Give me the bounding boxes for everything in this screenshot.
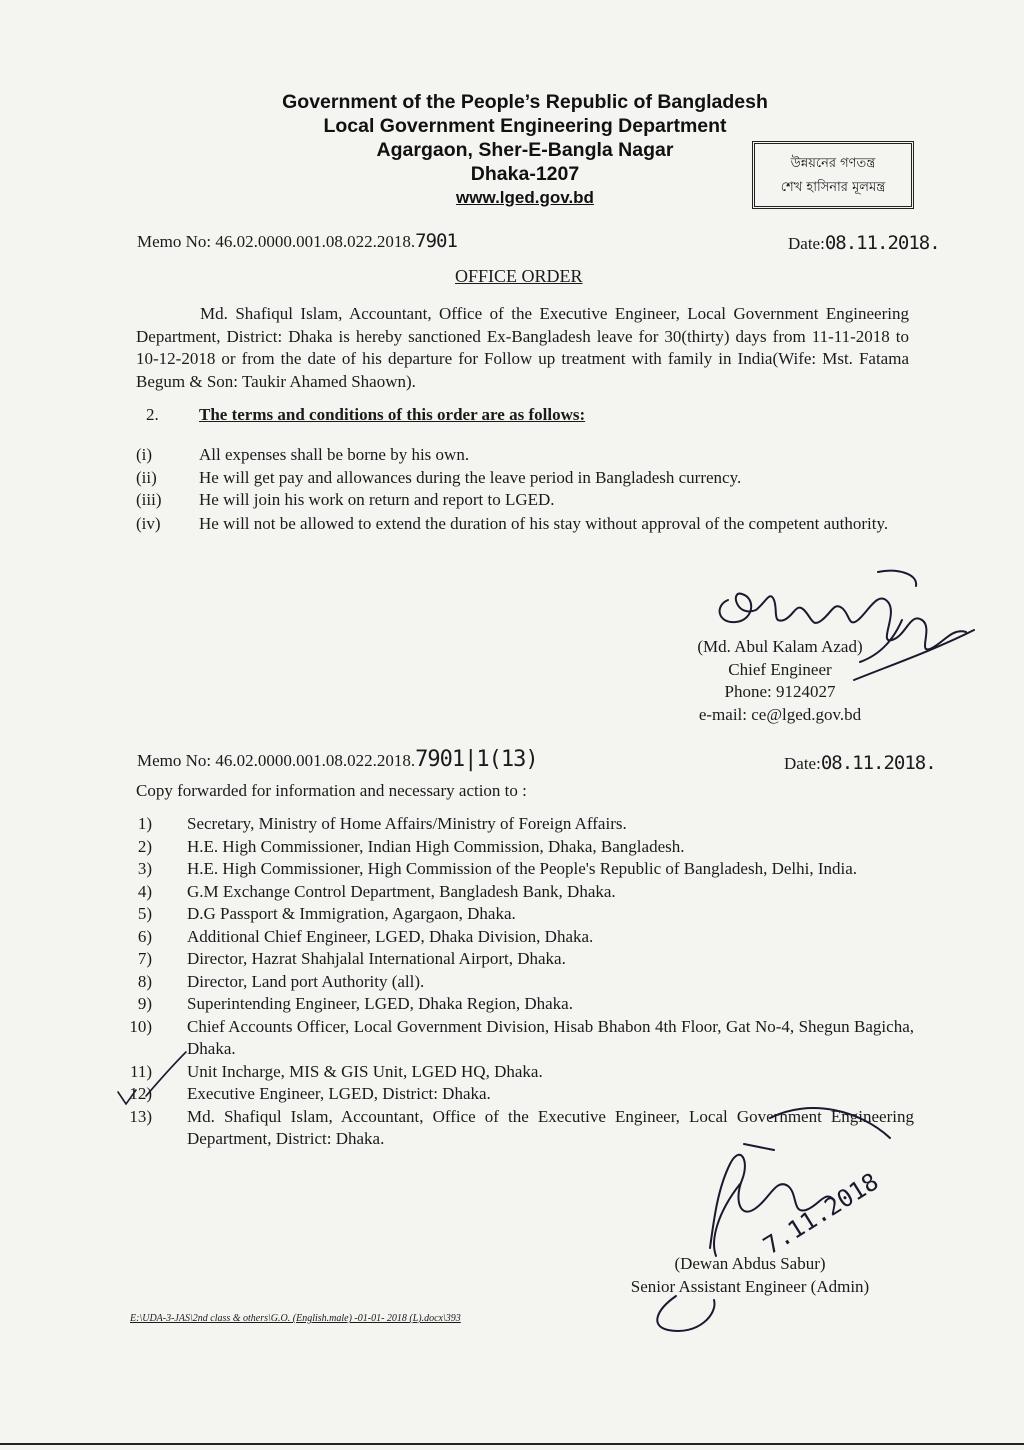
letterhead-department: Local Government Engineering Department	[323, 115, 727, 137]
page-bottom-edge	[0, 1443, 1024, 1445]
recipient-text: Executive Engineer, LGED, District: Dhaka.	[187, 1084, 491, 1103]
letterhead-city: Dhaka-1207	[470, 163, 580, 185]
recipient-number: 7)	[137, 949, 152, 968]
copy-memo-date-label: Date:	[784, 754, 821, 773]
recipient-text: Superintending Engineer, LGED, Dhaka Region, Dhaka.	[187, 994, 573, 1013]
condition-text: He will get pay and allowances during the leave period in Bangladesh currency.	[199, 468, 742, 487]
item-11-checkmark	[118, 1090, 136, 1104]
recipient-number: 10)	[129, 1016, 152, 1036]
recipient-number: 5)	[137, 904, 152, 923]
recipient-number: 3)	[137, 859, 152, 878]
file-path-footer: E:\UDA-3-JAS\2nd class & others\G.O. (English.male) -01-01- 2018 (L).docx\393	[130, 1313, 461, 1324]
sabur-signature-date: 7.11.2018	[758, 1167, 884, 1261]
letterhead-address: Agargaon, Sher-E-Bangla Nagar	[376, 139, 674, 161]
recipient-text: Unit Incharge, MIS & GIS Unit, LGED HQ, Dhaka.	[187, 1061, 543, 1081]
recipient-number: 8)	[137, 971, 152, 991]
terms-number: 2.	[146, 405, 159, 424]
sabur-signature	[657, 1108, 890, 1331]
recipient-number: 1)	[137, 814, 152, 833]
memo-number-handwritten: 7901	[415, 230, 457, 252]
recipient-text: H.E. High Commissioner, Indian High Commission, Dhaka, Bangladesh.	[187, 836, 685, 856]
letterhead-government: Government of the People’s Republic of Bangladesh	[282, 91, 768, 113]
signatory-phone: Phone: 9124027	[724, 682, 836, 701]
recipient-text: Director, Hazrat Shahjalal International Airport, Dhaka.	[187, 949, 566, 968]
order-paragraph: Md. Shafiqul Islam, Accountant, Office of the Executive Engineer, Local Government Engineering Department, District: Dhaka is hereby sanctioned Ex-Bangladesh leave for 30(thirty) days from 11-11-2018 to 10-12-2018 or from the date of his departure for Follow up treatment with family in India(Wife: Mst. Fatama Begum & Son: Taukir Ahamed Shaown).	[136, 304, 909, 391]
terms-heading: The terms and conditions of this order are as follows:	[199, 405, 586, 424]
recipient-number: 11)	[129, 1061, 152, 1081]
condition-number: (i)	[136, 445, 153, 464]
condition-text: He will not be allowed to extend the duration of his stay without approval of the competent authority.	[199, 514, 889, 533]
copy-forwarded-line: Copy forwarded for information and necessary action to :	[136, 781, 527, 800]
copy-memo-handwritten: 7901|1(13)	[415, 747, 538, 772]
recipient-number: 6)	[137, 926, 152, 946]
condition-number: (ii)	[136, 468, 157, 487]
recipient-number: 13)	[129, 1106, 152, 1126]
recipient-text: Secretary, Ministry of Home Affairs/Ministry of Foreign Affairs.	[187, 814, 627, 833]
recipient-number: 9)	[137, 994, 152, 1013]
recipient-text: Chief Accounts Officer, Local Government Division, Hisab Bhabon 4th Floor, Gat No-4, Shegun Bagicha, Dhaka.	[187, 1016, 914, 1058]
recipient-text: Director, Land port Authority (all).	[187, 971, 425, 991]
recipient-text: H.E. High Commissioner, High Commission of the People's Republic of Bangladesh, Delhi, India.	[187, 859, 858, 878]
condition-number: (iv)	[136, 514, 161, 533]
memo-date-handwritten: 08.11.2018.	[824, 232, 940, 254]
recipient-number: 2)	[137, 836, 152, 856]
copy-memo-label: Memo No: 46.02.0000.001.08.022.2018.	[137, 751, 416, 770]
item-10-checkmark	[146, 1052, 186, 1096]
motto-line-2: শেখ হাসিনার মূলমন্ত্র	[780, 180, 886, 195]
condition-number: (iii)	[136, 490, 162, 509]
recipient-text: D.G Passport & Immigration, Agargaon, Dhaka.	[187, 904, 516, 923]
condition-text: He will join his work on return and report to LGED.	[199, 490, 555, 509]
recipient-text: G.M Exchange Control Department, Bangladesh Bank, Dhaka.	[187, 881, 616, 901]
recipient-text: Md. Shafiqul Islam, Accountant, Office of the Executive Engineer, Local Government Engineering Department, District: Dhaka.	[187, 1106, 914, 1148]
memo-number-label: Memo No: 46.02.0000.001.08.022.2018.	[137, 232, 416, 251]
recipient-text: Additional Chief Engineer, LGED, Dhaka Division, Dhaka.	[187, 926, 594, 946]
copy-memo-date-handwritten: 08.11.2018.	[820, 752, 936, 774]
recipient-number: 12)	[129, 1084, 152, 1103]
signatory-name: (Md. Abul Kalam Azad)	[697, 637, 863, 656]
motto-line-1: উন্নয়নের গণতন্ত্র	[790, 156, 876, 171]
signatory2-name: (Dewan Abdus Sabur)	[674, 1254, 826, 1273]
signatory-title: Chief Engineer	[728, 659, 832, 679]
chief-engineer-signature	[720, 571, 974, 680]
recipient-number: 4)	[137, 881, 152, 901]
order-title: OFFICE ORDER	[455, 266, 583, 286]
condition-text: All expenses shall be borne by his own.	[199, 445, 470, 464]
signatory-email: e-mail: ce@lged.gov.bd	[698, 704, 862, 724]
memo-date-label: Date:	[788, 234, 825, 253]
signatory2-title: Senior Assistant Engineer (Admin)	[630, 1276, 870, 1296]
letterhead-website: www.lged.gov.bd	[456, 188, 594, 207]
